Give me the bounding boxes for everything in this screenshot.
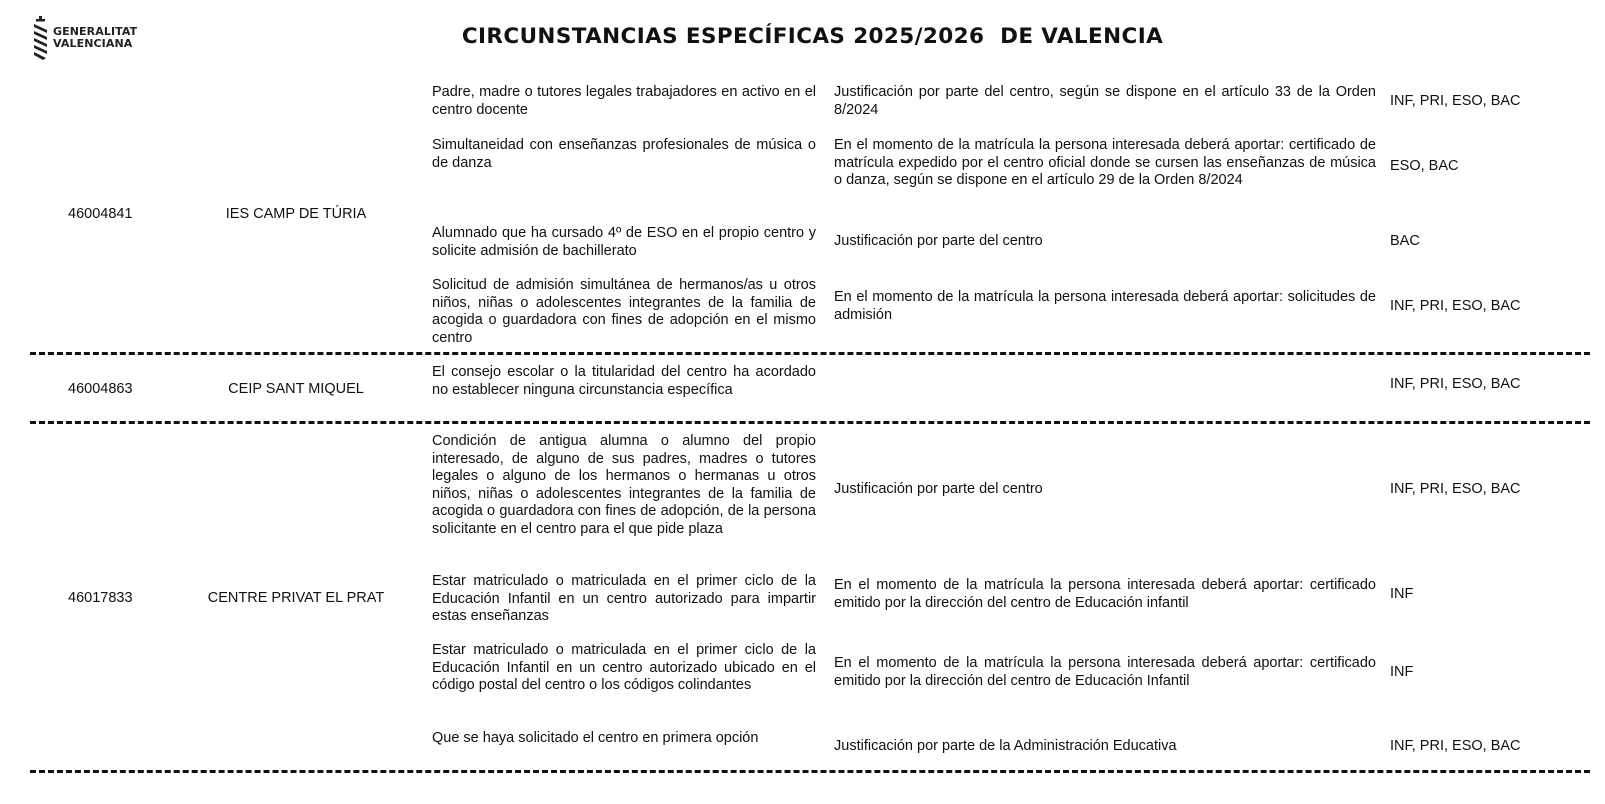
logo-line-1: GENERALITAT [53, 25, 138, 38]
circumstance-levels: ESO, BAC [1390, 158, 1459, 174]
circumstance-levels: INF, PRI, ESO, BAC [1390, 376, 1521, 392]
circumstance-justification: Justificación por parte de la Administración Educativa [834, 738, 1177, 754]
circumstance-description: Condición de antigua alumna o alumno del propio interesado, de alguno de sus padres, madres o tutores legales o alguno de los hermanos o hermanas u otros niños, niñas o adolescentes integrantes de la familia de acogida o guardadora con fines de adopción, de la persona solicitante en el centro para el que pide plaza [432, 433, 816, 537]
group-separator [30, 352, 1590, 355]
circumstance-levels: INF [1390, 586, 1414, 602]
circumstance-levels: BAC [1390, 233, 1420, 249]
circumstance-description: El consejo escolar o la titularidad del centro ha acordado no establecer ninguna circunstancia específica [432, 364, 816, 398]
circumstance-justification: Justificación por parte del centro [834, 233, 1043, 249]
logo-line-2: VALENCIANA [53, 37, 133, 50]
circumstance-description: Padre, madre o tutores legales trabajadores en activo en el centro docente [432, 84, 816, 118]
group-separator [30, 421, 1590, 424]
centre-name: CEIP SANT MIQUEL [228, 381, 364, 397]
circumstance-justification: En el momento de la matrícula la persona interesada deberá aportar: solicitudes de admisión [834, 289, 1376, 323]
circumstance-justification: En el momento de la matrícula la persona interesada deberá aportar: certificado de matrícula expedido por el centro oficial donde se cursen las enseñanzas de música o danza, según se dispone en el artículo 29 de la Orden 8/2024 [834, 137, 1376, 188]
circumstance-levels: INF, PRI, ESO, BAC [1390, 481, 1521, 497]
circumstance-levels: INF, PRI, ESO, BAC [1390, 93, 1521, 109]
circumstance-description: Alumnado que ha cursado 4º de ESO en el propio centro y solicite admisión de bachillerato [432, 225, 816, 259]
centre-name: IES CAMP DE TÚRIA [225, 206, 367, 222]
circumstance-justification: Justificación por parte del centro, según se dispone en el artículo 33 de la Orden 8/2024 [834, 84, 1376, 118]
centre-code: 46017833 [68, 590, 133, 606]
centre-name: CENTRE PRIVAT EL PRAT [207, 590, 385, 606]
circumstance-justification: Justificación por parte del centro [834, 481, 1043, 497]
circumstance-justification: En el momento de la matrícula la persona interesada deberá aportar: certificado emitido por la dirección del centro de Educación Infantil [834, 655, 1376, 689]
circumstance-description: Solicitud de admisión simultánea de hermanos/as u otros niños, niñas o adolescentes integrantes de la familia de acogida o guardadora con fines de adopción en el mismo centro [432, 277, 816, 346]
page-title: CIRCUNSTANCIAS ESPECÍFICAS 2025/2026 DE VALENCIA [461, 24, 1164, 49]
circumstance-levels: INF, PRI, ESO, BAC [1390, 298, 1521, 314]
circumstance-levels: INF, PRI, ESO, BAC [1390, 738, 1521, 754]
centre-code: 46004841 [68, 206, 133, 222]
circumstance-levels: INF [1390, 664, 1414, 680]
circumstance-description: Que se haya solicitado el centro en primera opción [432, 730, 759, 746]
circumstance-justification: En el momento de la matrícula la persona interesada deberá aportar: certificado emitido por la dirección del centro de Educación infantil [834, 577, 1376, 611]
circumstance-description: Estar matriculado o matriculada en el primer ciclo de la Educación Infantil en un centro autorizado para impartir estas enseñanzas [432, 573, 816, 624]
circumstance-description: Estar matriculado o matriculada en el primer ciclo de la Educación Infantil en un centro autorizado ubicado en el código postal del centro o los códigos colindantes [432, 642, 816, 693]
centre-code: 46004863 [68, 381, 133, 397]
circumstance-description: Simultaneidad con enseñanzas profesionales de música o de danza [432, 137, 816, 171]
group-separator [30, 770, 1590, 773]
